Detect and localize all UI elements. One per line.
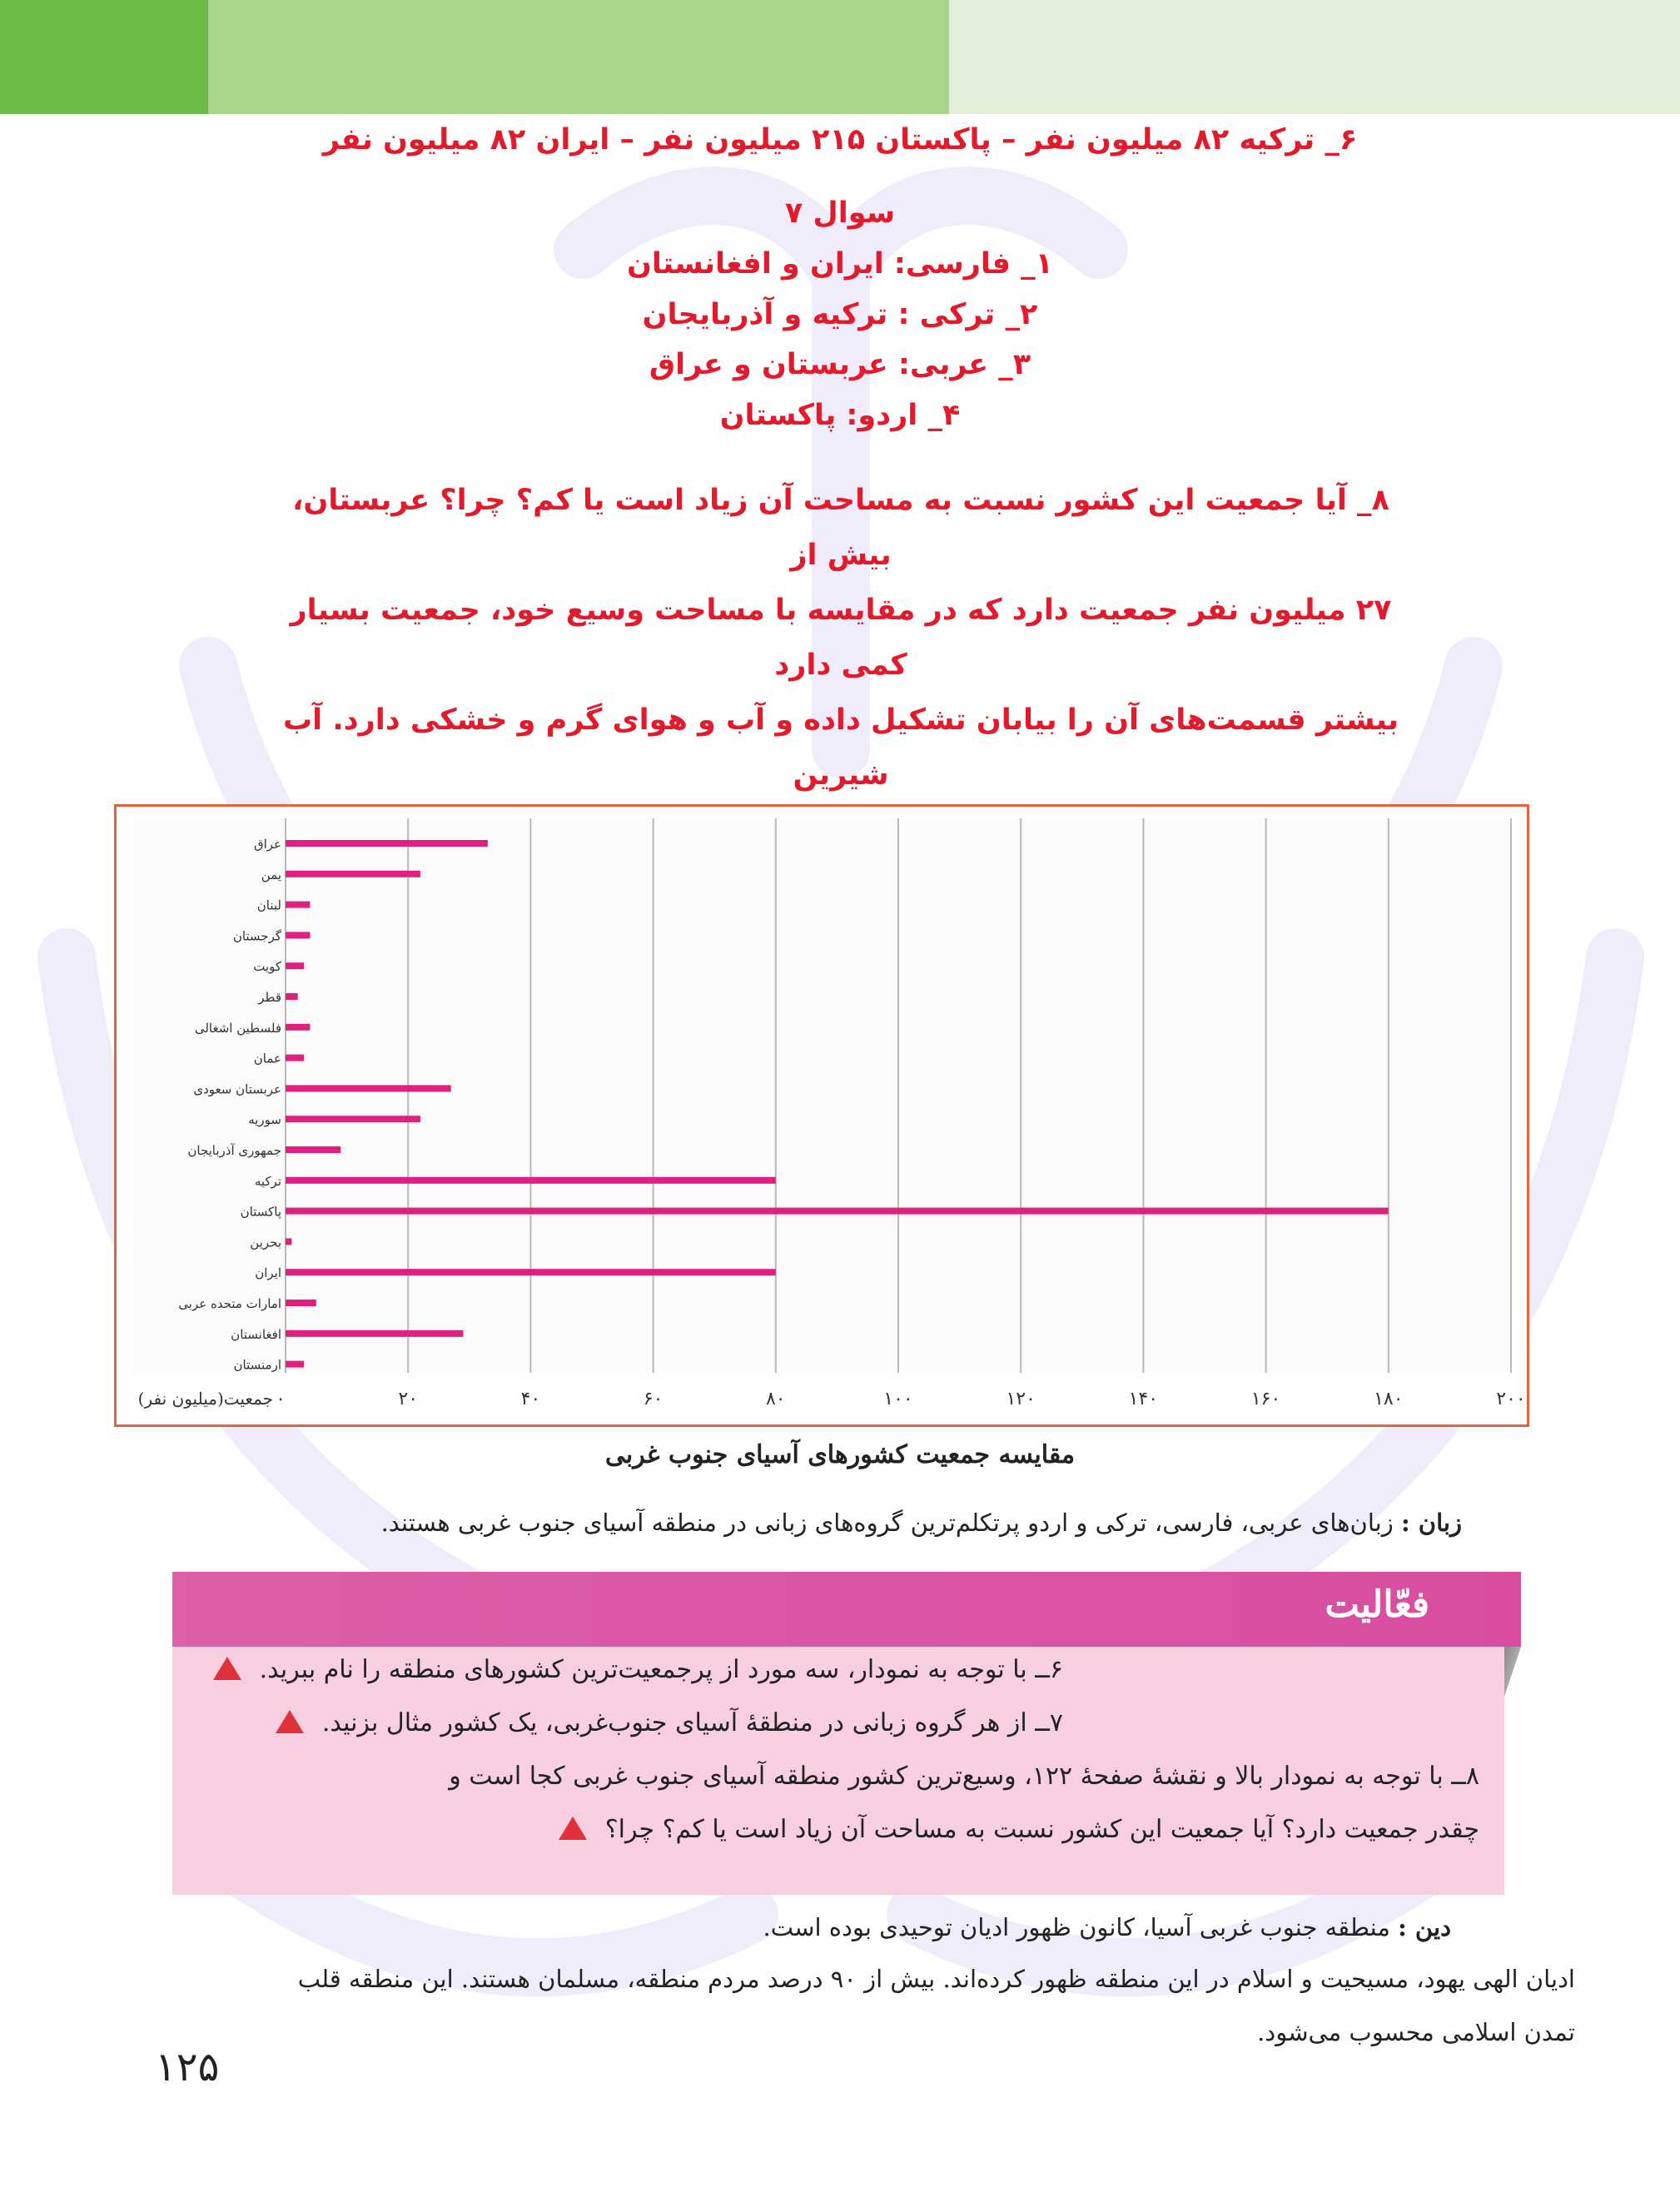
religion-paragraph [763, 1913, 1451, 1941]
plot-area [133, 818, 1511, 1373]
bar [286, 871, 420, 877]
category-label: عمان [253, 1051, 281, 1066]
bar [286, 1085, 451, 1091]
category-label: جمهوری آذربایجان [187, 1143, 281, 1158]
activity-item-text: ۸ــ با توجه به نمودار بالا و نقشهٔ صفحهٔ ۱۲۲، وسیع‌ترین کشور منطقه آسیای جنوب غربی کجا است و [449, 1762, 1479, 1791]
religion-line: تمدن اسلامی محسوب می‌شود. [1257, 2018, 1575, 2046]
category-label: بحرین [250, 1235, 281, 1250]
bar [286, 1116, 420, 1122]
bar [286, 1177, 776, 1184]
tick-label: ۲۰۰ [1496, 1389, 1526, 1409]
language-label: زبان : [1400, 1509, 1462, 1537]
tick-label: ۱۴۰ [1128, 1389, 1159, 1409]
chart-canvas [117, 807, 1527, 1424]
answer-q8-line: ۸_ آیا جمعیت این کشور نسبت به مساحت آن زیاد است یا کم؟ چرا؟ عربستان، بیش از [292, 484, 1389, 572]
tick-label: ۴۰ [520, 1389, 541, 1409]
tick-label: ۱۸۰ [1374, 1389, 1404, 1409]
banner-segment-light [949, 0, 1680, 114]
activity-item [559, 1815, 1479, 1844]
category-label: عراق [253, 837, 281, 852]
answer-q7-item: ۳_ عربی: عربستان و عراق [649, 348, 1031, 381]
activity-title: فعّالیت [1325, 1583, 1429, 1626]
category-label: گرجستان [232, 928, 281, 944]
bar [286, 1300, 316, 1306]
answer-q8-line: بیشتر قسمت‌های آن را بیابان تشکیل داده و آب و هوای گرم و خشکی دارد. آب شیرین [282, 703, 1399, 792]
bar [286, 962, 304, 969]
activity-item [276, 1708, 1063, 1737]
tick-label: ۱۰۰ [883, 1389, 913, 1409]
religion-label: دین : [1398, 1913, 1451, 1941]
activity-item [449, 1762, 1479, 1791]
activity-item-text: ۶ــ با توجه به نمودار، سه مورد از پرجمعیت‌ترین کشورهای منطقه را نام ببرید. [259, 1655, 1063, 1684]
tick-label: ۶۰ [643, 1389, 664, 1409]
tick-label: ۲۰ [398, 1389, 419, 1409]
population-chart [114, 804, 1529, 1427]
tick-label: ۸۰ [765, 1389, 786, 1409]
answer-q7-item: ۲_ ترکی : ترکیه و آذربایجان [642, 298, 1038, 331]
answer-q7-item: ۱_ فارسی: ایران و افغانستان [626, 247, 1054, 281]
bar [286, 1024, 310, 1031]
activity-box [172, 1572, 1521, 1895]
category-label: قطر [258, 990, 281, 1005]
bar [286, 840, 488, 847]
category-label: ارمنستان [233, 1357, 281, 1373]
chart-caption: مقایسه جمعیت کشورهای آسیای جنوب غربی [604, 1440, 1076, 1469]
tick-label: ۱۶۰ [1250, 1389, 1281, 1409]
category-label: یمن [261, 867, 281, 882]
activity-body [172, 1647, 1504, 1895]
bar [286, 1269, 776, 1275]
answer-q6: ۶_ ترکیه ۸۲ میلیون نفر – پاکستان ۲۱۵ میلیون نفر – ایران ۸۲ میلیون نفر [322, 123, 1358, 157]
activity-item-text: ۷ــ از هر گروه زبانی در منطقهٔ آسیای جنوب‌غربی، یک کشور مثال بزنید. [321, 1708, 1063, 1737]
bar [286, 932, 310, 938]
answer-q8-line: ۲۷ میلیون نفر جمعیت دارد که در مقایسه با مساحت وسیع خود، جمعیت بسیار کمی دارد [290, 594, 1392, 682]
bar [286, 1208, 1389, 1215]
category-label: افغانستان [231, 1326, 281, 1342]
activity-header [172, 1572, 1521, 1647]
bar [286, 1238, 291, 1245]
banner-segment-dark [0, 0, 208, 114]
triangle-icon [276, 1710, 304, 1733]
bar [286, 1361, 304, 1368]
page-number: ۱۲۵ [155, 2044, 220, 2090]
x-axis-label: جمعیت(میلیون نفر) [137, 1389, 273, 1409]
activity-fold-shadow [1504, 1647, 1521, 1697]
category-label: امارات متحده عربی [178, 1296, 281, 1311]
activity-item-text: چقدر جمعیت دارد؟ آیا جمعیت این کشور نسبت به مساحت آن زیاد است یا کم؟ چرا؟ [604, 1815, 1479, 1844]
answer-q8 [266, 473, 1415, 857]
category-label: کویت [253, 959, 281, 975]
answer-q7-title: سوال ۷ [784, 196, 896, 230]
category-label: ترکیه [254, 1173, 281, 1189]
bar [286, 902, 310, 908]
category-label: ایران [255, 1265, 281, 1281]
triangle-icon [559, 1817, 587, 1840]
category-label: سوریه [248, 1112, 281, 1128]
category-label: فلسطین اشغالی [194, 1020, 281, 1036]
bar [286, 1146, 340, 1153]
religion-line: منطقه جنوب غربی آسیا، کانون ظهور ادیان توحیدی بوده است. [763, 1913, 1399, 1941]
religion-line: ادیان الهی یهود، مسیحیت و اسلام در این منطقه ظهور کرده‌اند. بیش از ۹۰ درصد مردم منطقه، مسلمان هستند. این منطقه قلب [297, 1965, 1575, 1993]
top-banner [0, 0, 1680, 114]
bar [286, 1055, 304, 1061]
language-text: زبان‌های عربی، فارسی، ترکی و اردو پرتکلم‌ترین گروه‌های زبانی در منطقه آسیای جنوب غربی هستند. [380, 1509, 1401, 1537]
banner-segment-mid [208, 0, 949, 114]
category-label: پاکستان [240, 1204, 281, 1220]
tick-label: ۱۲۰ [1006, 1389, 1036, 1409]
triangle-icon [213, 1657, 241, 1680]
answer-q7-item: ۴_ اردو: پاکستان [719, 399, 961, 432]
category-label: لبنان [256, 897, 281, 913]
bar [286, 1330, 463, 1337]
category-label: عربستان سعودی [193, 1081, 281, 1097]
bar [286, 993, 298, 1000]
tick-label: ۰ [276, 1389, 286, 1409]
activity-item [213, 1655, 1063, 1684]
language-paragraph [213, 1509, 1462, 1537]
